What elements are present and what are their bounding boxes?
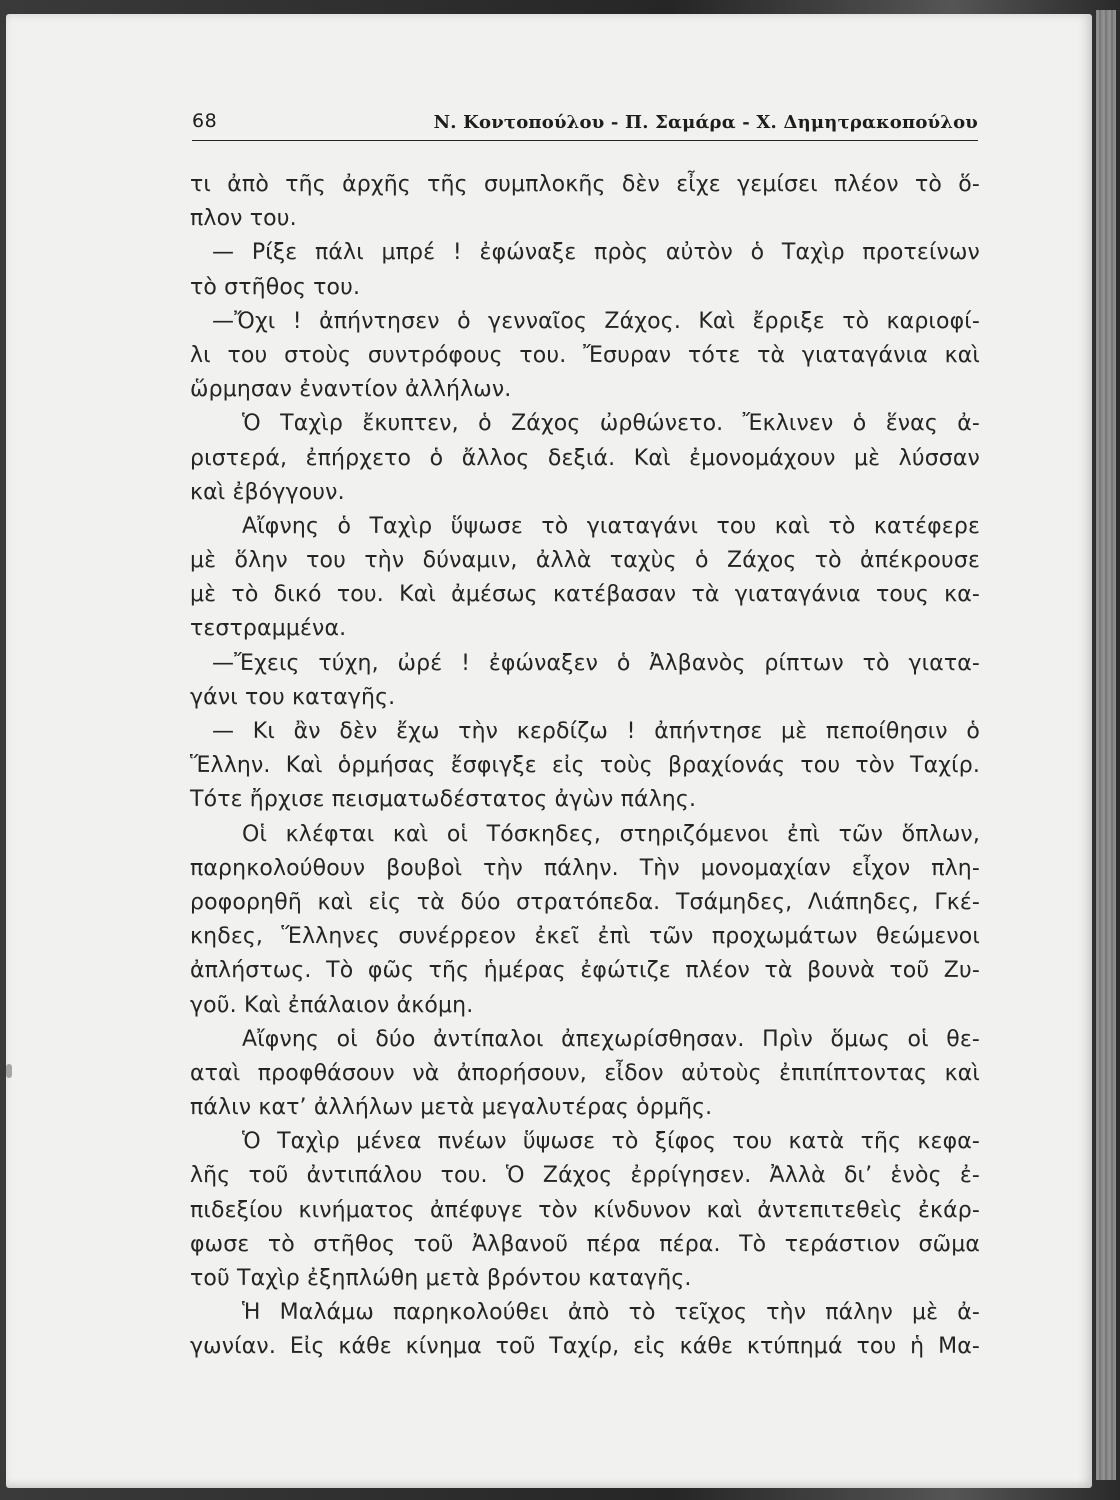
text-line: —Ἔχεις τύχη, ὠρέ ! ἐφώναξεν ὁ Ἀλβανὸς ρίπτων τὸ γιατα- (212, 650, 980, 676)
text-line: — Ρίξε πάλι μπρέ ! ἐφώναξε πρὸς αὐτὸν ὁ Ταχὶρ προτείνων (212, 240, 980, 266)
text-line: τὸ στῆθος του. (190, 274, 361, 300)
text-line: πιδεξίου κινήματος ἀπέφυγε τὸν κίνδυνον καὶ ἀντεπιτεθεὶς ἐκάρ- (190, 1197, 980, 1223)
page-header (192, 108, 978, 141)
page-edge (1096, 10, 1116, 1480)
text-line: — Κι ἂν δὲν ἔχω τὴν κερδίζω ! ἀπήντησε μὲ πεποίθησιν ὁ (212, 719, 980, 744)
text-line: πάλιν κατ’ ἀλλήλων μετὰ μεγαλυτέρας ὁρμῆς. (190, 1095, 713, 1121)
text-line: τοῦ Ταχὶρ ἐξηπλώθη μετὰ βρόντου καταγῆς. (190, 1266, 692, 1291)
text-line: ριστερά, ἐπήρχετο ὁ ἄλλος δεξιά. Καὶ ἐμονομάχουν μὲ λύσσαν (190, 445, 980, 471)
text-line: Ὁ Ταχὶρ μένεα πνέων ὕψωσε τὸ ξίφος του κατὰ τῆς κεφα- (242, 1129, 980, 1155)
text-line: ὥρμησαν ἐναντίον ἀλλήλων. (190, 377, 512, 403)
text-line: τεστραμμένα. (190, 616, 347, 642)
text-line: Ἕλλην. Καὶ ὁρμήσας ἔσφιγξε εἰς τοὺς βραχίονάς του τὸν Ταχίρ. (190, 753, 980, 779)
text-line: Τότε ἤρχισε πεισματωδέστατος ἀγὼν πάλης. (190, 787, 697, 813)
text-line: πλον του. (190, 206, 297, 232)
text-line: Ὁ Ταχὶρ ἔκυπτεν, ὁ Ζάχος ὠρθώνετο. Ἔκλινεν ὁ ἕνας ἀ- (242, 411, 980, 437)
text-line: Ἡ Μαλάμω παρηκολούθει ἀπὸ τὸ τεῖχος τὴν πάλην μὲ ἀ- (242, 1300, 980, 1326)
text-line: γωνίαν. Εἰς κάθε κίνημα τοῦ Ταχίρ, εἰς κάθε κτύπημά του ἡ Μα- (190, 1334, 980, 1360)
body-text (190, 168, 980, 1365)
text-line: φωσε τὸ στῆθος τοῦ Ἀλβανοῦ πέρα πέρα. Τὸ τεράστιον σῶμα (190, 1231, 980, 1257)
text-line: ἀπλήστως. Τὸ φῶς τῆς ἡμέρας ἐφώτιζε πλέον τὰ βουνὰ τοῦ Ζυ- (190, 958, 980, 984)
text-line: καὶ ἐβόγγουν. (190, 479, 345, 505)
text-line: αταὶ προφθάσουν νὰ ἀπορήσουν, εἶδον αὐτοὺς ἐπιπίπτοντας καὶ (190, 1060, 980, 1086)
text-line: Αἴφνης ὁ Ταχὶρ ὕψωσε τὸ γιαταγάνι του καὶ τὸ κατέφερε (242, 513, 980, 539)
text-line: ροφορηθῆ καὶ εἰς τὰ δύο στρατόπεδα. Τσάμηδες, Λιάπηδες, Γκέ- (190, 889, 980, 915)
text-line: λι του στοὺς συντρόφους του. Ἔσυραν τότε τὰ γιαταγάνια καὶ (190, 342, 980, 368)
text-line: —Ὄχι ! ἀπήντησεν ὁ γενναῖος Ζάχος. Καὶ ἔρριξε τὸ καριοφί- (212, 308, 980, 334)
text-line: Αἴφνης οἱ δύο ἀντίπαλοι ἀπεχωρίσθησαν. Πρὶν ὅμως οἱ θε- (242, 1026, 980, 1052)
scan-speck (6, 1064, 12, 1078)
text-line: παρηκολούθουν βουβοὶ τὴν πάλην. Τὴν μονομαχίαν εἶχον πλη- (190, 855, 980, 881)
text-line: Οἱ κλέφται καὶ οἱ Τόσκηδες, στηριζόμενοι ἐπὶ τῶν ὅπλων, (242, 821, 980, 847)
text-line: κηδες, Ἕλληνες συνέρρεον ἐκεῖ ἐπὶ τῶν προχωμάτων θεώμενοι (190, 924, 980, 950)
text-line: μὲ ὅλην του τὴν δύναμιν, ἀλλὰ ταχὺς ὁ Ζάχος τὸ ἀπέκρουσε (190, 548, 980, 574)
text-line: γοῦ. Καὶ ἐπάλαιον ἀκόμη. (190, 992, 474, 1018)
text-line: λῆς τοῦ ἀντιπάλου του. Ὁ Ζάχος ἐρρίγησεν. Ἀλλὰ δι’ ἑνὸς ἐ- (190, 1163, 980, 1189)
text-line: μὲ τὸ δικό του. Καὶ ἀμέσως κατέβασαν τὰ γιαταγάνια τους κα- (190, 582, 980, 608)
text-line: γάνι του καταγῆς. (190, 684, 396, 710)
running-head: Ν. Κοντοπούλου - Π. Σαμάρα - Χ. Δημητρακοπούλου (433, 112, 978, 133)
page-number: 68 (192, 110, 218, 132)
text-line: τι ἀπὸ τῆς ἀρχῆς τῆς συμπλοκῆς δὲν εἶχε γεμίσει πλέον τὸ ὅ- (190, 172, 980, 197)
